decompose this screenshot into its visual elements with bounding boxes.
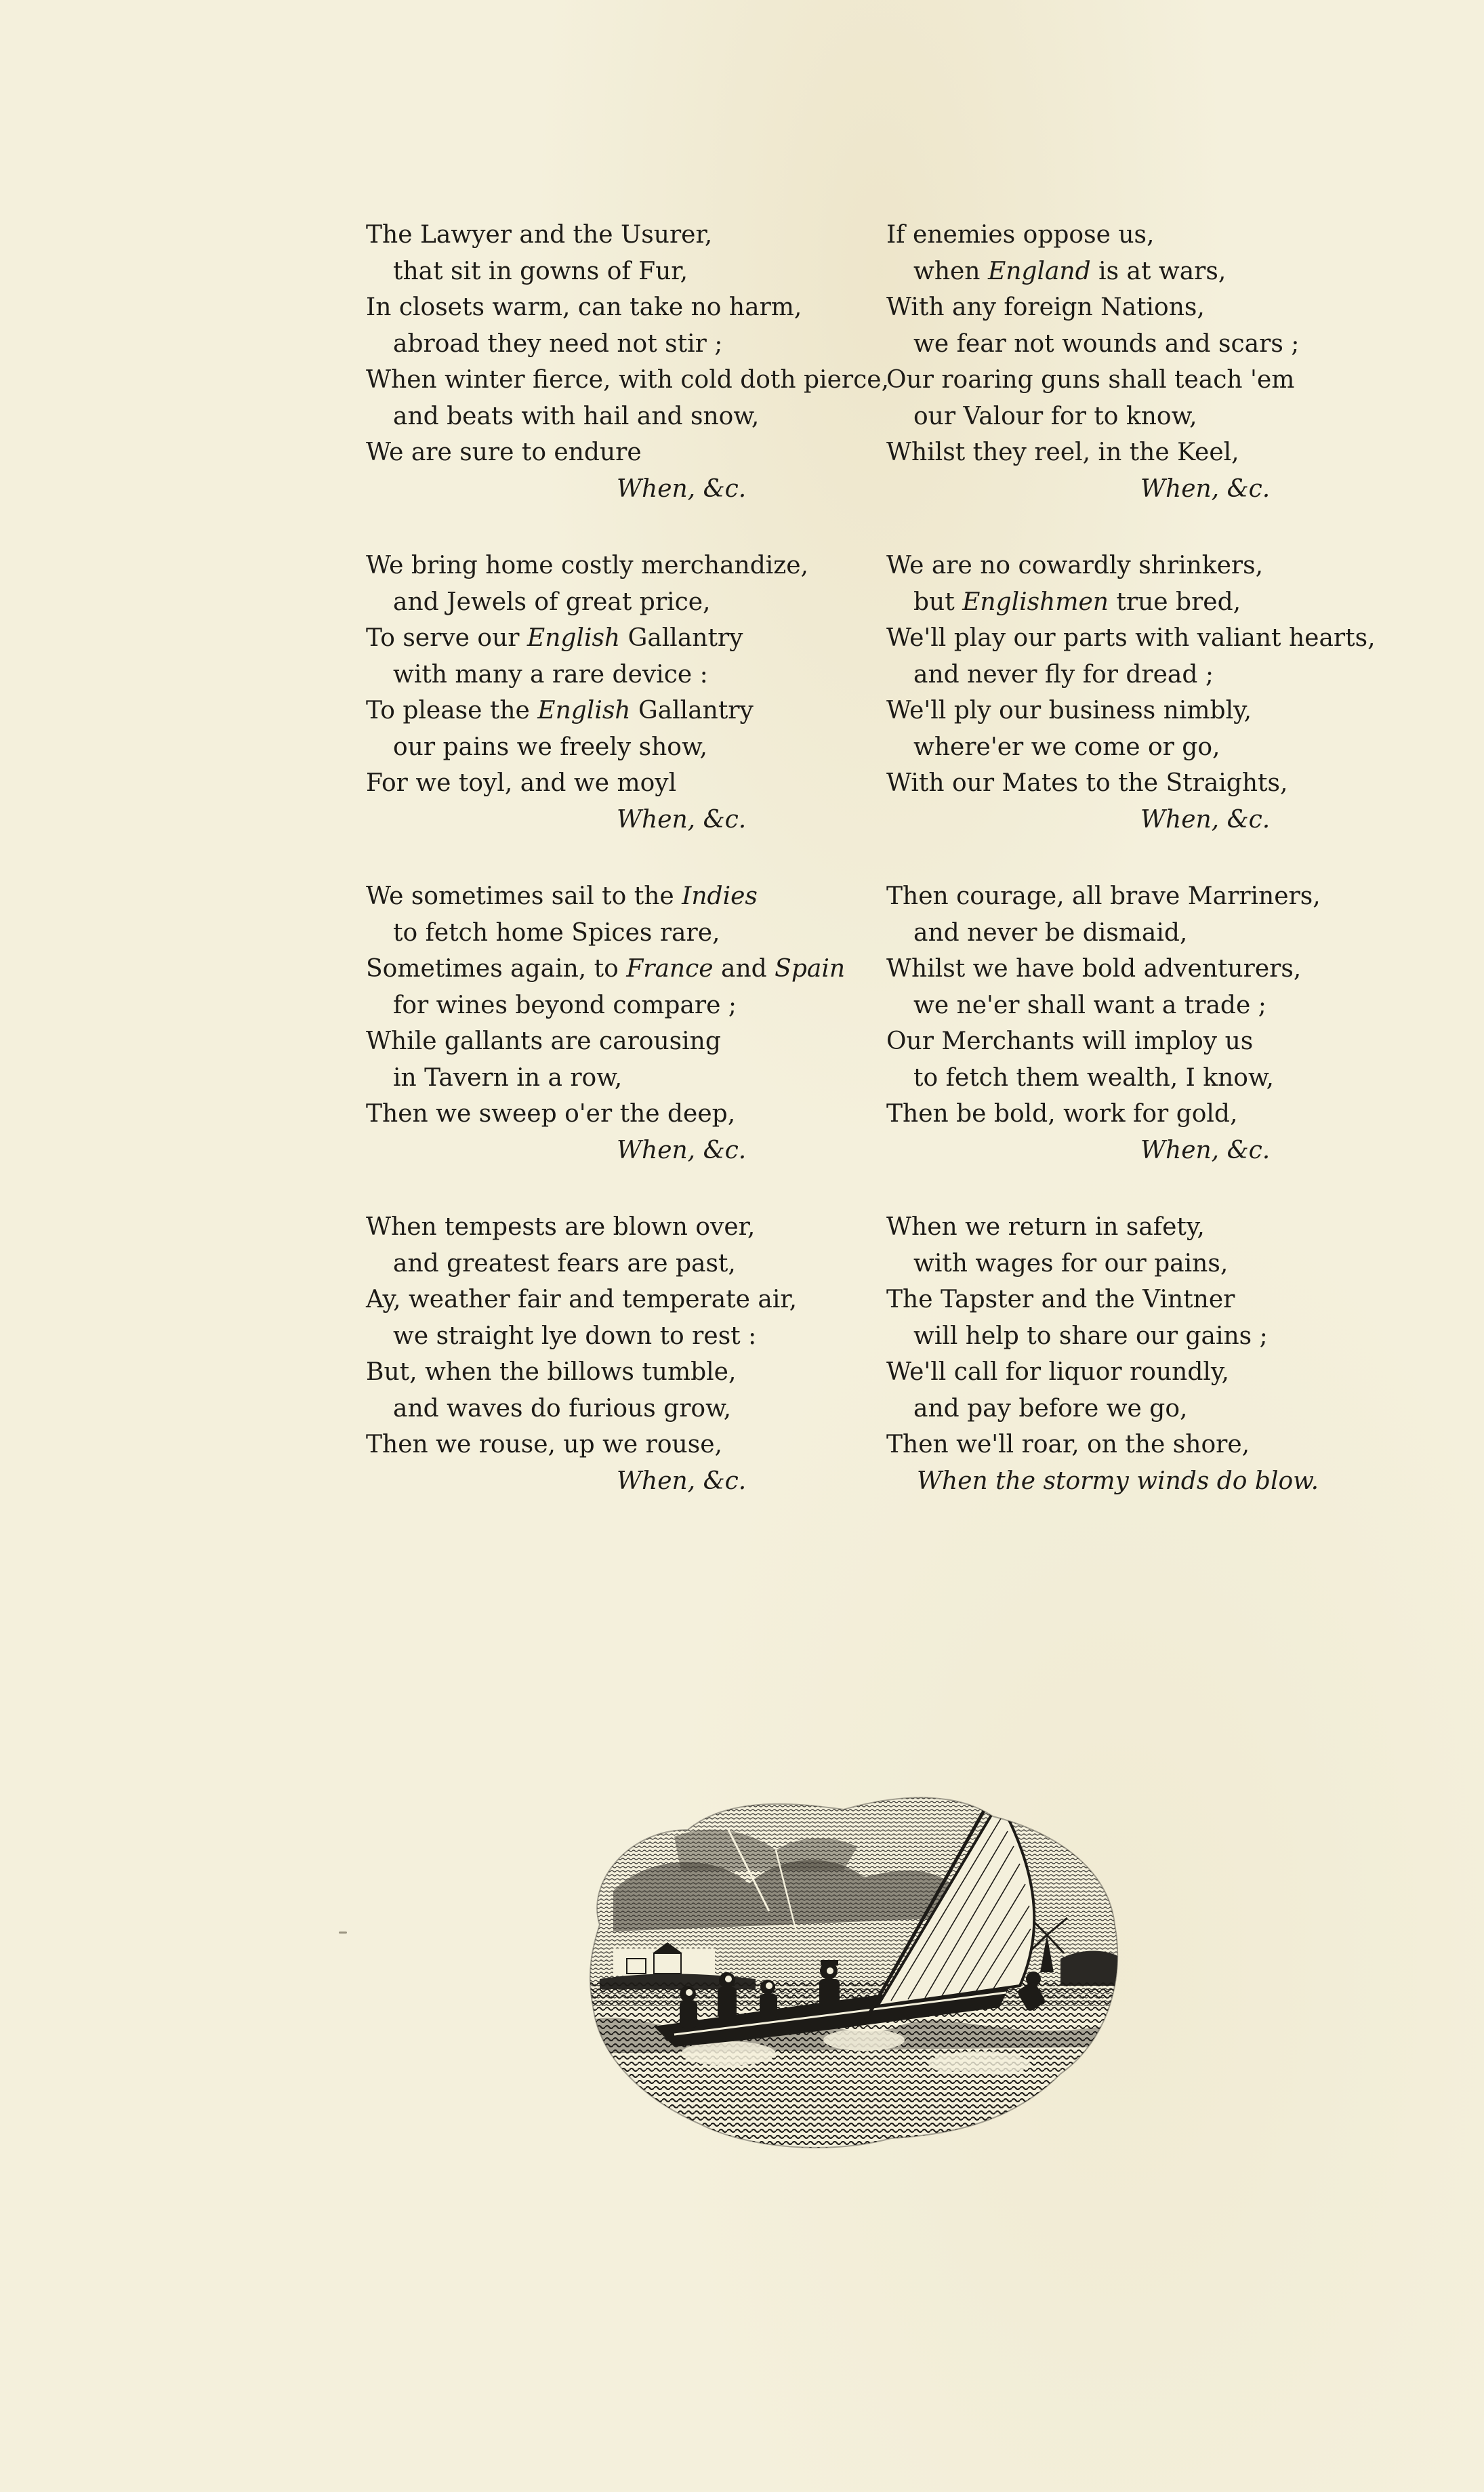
refrain-line: When, &c. — [617, 1467, 747, 1495]
poem-line — [366, 620, 894, 657]
poem-line — [366, 693, 894, 729]
poem-line: We'll call for liquor roundly, — [886, 1358, 1229, 1386]
poem-column-right — [886, 217, 1415, 1540]
poem-line: We bring home costly merchandize, — [366, 552, 808, 579]
stanza — [366, 1209, 894, 1540]
poem-line: If enemies oppose us, — [886, 221, 1155, 249]
text-run: We sometimes sail to the — [366, 882, 682, 910]
poem-line: Our Merchants will imploy us — [886, 1027, 1254, 1055]
poem-line: and beats with hail and snow, — [393, 402, 760, 430]
text-run: Gallantry — [620, 624, 743, 652]
poem-line — [366, 951, 894, 987]
poem-line: we fear not wounds and scars ; — [913, 329, 1300, 358]
poem-line: While gallants are carousing — [366, 1027, 721, 1055]
poem-line: For we toyl, and we moyl — [366, 769, 677, 797]
poem-line: Ay, weather fair and temperate air, — [366, 1286, 798, 1313]
poem-line: We'll ply our business nimbly, — [886, 697, 1252, 724]
poem-line: With our Mates to the Straights, — [886, 769, 1288, 797]
refrain-line: When, &c. — [1140, 1136, 1271, 1164]
text-run: To serve our — [366, 624, 527, 652]
poem-line: our pains we freely show, — [393, 733, 707, 761]
refrain-line: When, &c. — [617, 805, 747, 834]
stanza — [886, 878, 1415, 1209]
poem-line: Then we'll roar, on the shore, — [886, 1431, 1250, 1458]
poem-line: Then be bold, work for gold, — [886, 1100, 1238, 1128]
italic-word: English — [527, 624, 621, 652]
poem-line: will help to share our gains ; — [913, 1322, 1268, 1350]
text-run: To please the — [366, 697, 538, 724]
poem-line: where'er we come or go, — [913, 733, 1220, 761]
stanza — [886, 217, 1415, 548]
refrain-line: When, &c. — [1140, 805, 1271, 834]
poem-line: and never be dismaid, — [913, 918, 1188, 947]
text-run: and — [713, 955, 775, 983]
poem-line: We'll play our parts with valiant hearts, — [886, 624, 1376, 652]
poem-line: Whilst they reel, in the Keel, — [886, 438, 1239, 466]
stanza — [886, 1209, 1415, 1540]
poem-line: for wines beyond compare ; — [393, 991, 737, 1019]
italic-word: England — [987, 257, 1091, 285]
poem-line — [886, 253, 1415, 290]
text-run: when — [913, 257, 988, 285]
poem-line: Our roaring guns shall teach 'em — [886, 366, 1295, 394]
poem-line: with wages for our pains, — [913, 1249, 1229, 1278]
poem-line — [366, 878, 894, 915]
text-run: is at wars, — [1090, 257, 1227, 285]
text-run: Sometimes again, to — [366, 955, 627, 983]
poem-line: with many a rare device : — [393, 660, 708, 689]
poem-line: and greatest fears are past, — [393, 1249, 736, 1278]
italic-word: Englishmen — [962, 588, 1109, 616]
italic-word: Indies — [682, 882, 758, 910]
poem-line: in Tavern in a row, — [393, 1063, 623, 1092]
poem-line: Then we rouse, up we rouse, — [366, 1431, 722, 1458]
poem-line: Then courage, all brave Marriners, — [886, 882, 1321, 910]
poem-line: we ne'er shall want a trade ; — [913, 991, 1266, 1019]
poem-line: Then we sweep o'er the deep, — [366, 1100, 736, 1128]
poem-line — [886, 584, 1415, 621]
refrain-line: When, &c. — [617, 1136, 747, 1164]
poem-line: to fetch them wealth, I know, — [913, 1063, 1274, 1092]
stanza — [366, 217, 894, 548]
poem-line: When winter fierce, with cold doth pierce, — [366, 366, 889, 394]
text-run: Gallantry — [630, 697, 754, 724]
refrain-line: When, &c. — [617, 474, 747, 503]
poem-line: We are no cowardly shrinkers, — [886, 552, 1264, 579]
poem-line: and Jewels of great price, — [393, 588, 711, 616]
poem-line: and waves do furious grow, — [393, 1394, 732, 1423]
italic-word: English — [537, 697, 631, 724]
poem-line: and pay before we go, — [913, 1394, 1188, 1423]
poem-line: In closets warm, can take no harm, — [366, 293, 802, 321]
poem-line: The Tapster and the Vintner — [886, 1286, 1235, 1313]
poem-line: that sit in gowns of Fur, — [393, 257, 688, 285]
poem-line: When we return in safety, — [886, 1213, 1205, 1241]
poem-line: The Lawyer and the Usurer, — [366, 221, 713, 249]
text-run: but — [913, 588, 963, 616]
poem-line: When tempests are blown over, — [366, 1213, 756, 1241]
poem-line: Whilst we have bold adventurers, — [886, 955, 1302, 983]
italic-word: France — [626, 955, 714, 983]
poem-line: With any foreign Nations, — [886, 293, 1205, 321]
stanza — [366, 548, 894, 878]
text-run: true bred, — [1108, 588, 1241, 616]
poem-column-left — [366, 217, 894, 1540]
woodcut-sailboat-in-storm-icon — [573, 1755, 1121, 2162]
refrain-line: When the stormy winds do blow. — [917, 1467, 1319, 1495]
poem-line: abroad they need not stir ; — [393, 329, 723, 358]
refrain-line: When, &c. — [1140, 474, 1271, 503]
paper-speck — [339, 1932, 347, 1934]
poem-line: We are sure to endure — [366, 438, 642, 466]
poem-line: we straight lye down to rest : — [393, 1322, 757, 1350]
poem-line: to fetch home Spices rare, — [393, 918, 720, 947]
poem-line: our Valour for to know, — [913, 402, 1197, 430]
poem-line: and never fly for dread ; — [913, 660, 1214, 689]
stanza — [886, 548, 1415, 878]
stanza — [366, 878, 894, 1209]
poem-line: But, when the billows tumble, — [366, 1358, 737, 1386]
italic-word: Spain — [775, 955, 846, 983]
